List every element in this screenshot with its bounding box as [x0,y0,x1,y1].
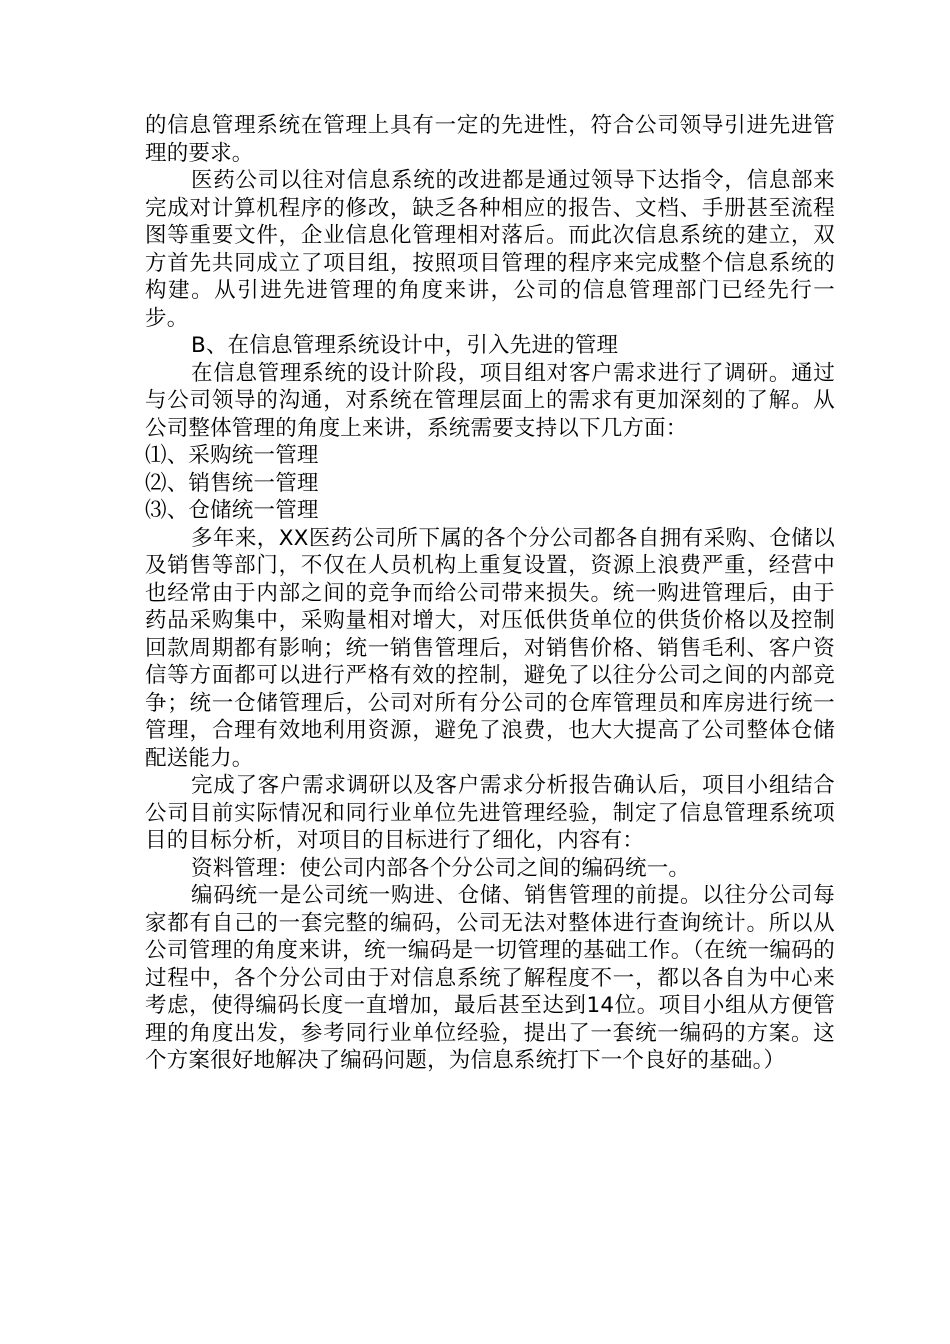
paragraph-4: 多年来，XX医药公司所下属的各个分公司都各自拥有采购、仓储以及销售等部门，不仅在人员机构上重复设置，资源上浪费严重，经营中也经常由于内部之间的竞争而给公司带来损失。统一购进管理后，由于药品采购集中，采购量相对增大，对压低供货单位的供货价格以及控制回款周期都有影响；统一销售管理后，对销售价格、销售毛利、客户资信等方面都可以进行严格有效的控制，避免了以往分公司之间的内部竞争；统一仓储管理后，公司对所有分公司的仓库管理员和库房进行统一管理，合理有效地利用资源，避免了浪费，也大大提高了公司整体仓储配送能力。 [145,525,835,771]
paragraph-7: 编码统一是公司统一购进、仓储、销售管理的前提。以往分公司每家都有自己的一套完整的编码，公司无法对整体进行查询统计。所以从公司管理的角度来讲，统一编码是一切管理的基础工作。（在统一编码的过程中，各个分公司由于对信息系统了解程度不一，都以各自为中心来考虑，使得编码长度一直增加，最后甚至达到14位。项目小组从方便管理的角度出发，参考同行业单位经验，提出了一套统一编码的方案。这个方案很好地解决了编码问题，为信息系统打下一个良好的基础。） [145,883,835,1073]
paragraph-3: 在信息管理系统的设计阶段，项目组对客户需求进行了调研。通过与公司领导的沟通，对系统在管理层面上的需求有更加深刻的了解。从公司整体管理的角度上来讲，系统需要支持以下几方面： [145,360,835,441]
paragraph-6: 资料管理：使公司内部各个分公司之间的编码统一。 [191,855,691,881]
document-body [145,112,835,1075]
paragraph-2: 医药公司以往对信息系统的改进都是通过领导下达指令，信息部来完成对计算机程序的修改，缺乏各种相应的报告、文档、手册甚至流程图等重要文件，企业信息化管理相对落后。而此次信息系统的建立，双方首先共同成立了项目组，按照项目管理的程序来完成整个信息系统的构建。从引进先进管理的角度来讲，公司的信息管理部门已经先行一步。 [145,168,835,331]
paragraph-1: 的信息管理系统在管理上具有一定的先进性，符合公司领导引进先进管理的要求。 [145,113,835,166]
paragraph-5: 完成了客户需求调研以及客户需求分析报告确认后，项目小组结合公司目前实际情况和同行业单位先进管理经验，制定了信息管理系统项目的目标分析，对项目的目标进行了细化，内容有： [145,773,835,853]
list-item-sales: ⑵、销售统一管理 [145,470,319,496]
list-item-storage: ⑶、仓储统一管理 [145,498,319,523]
list-item-purchase: ⑴、采购统一管理 [145,443,319,468]
section-heading-b: B、在信息管理系统设计中，引入先进的管理 [191,333,619,358]
